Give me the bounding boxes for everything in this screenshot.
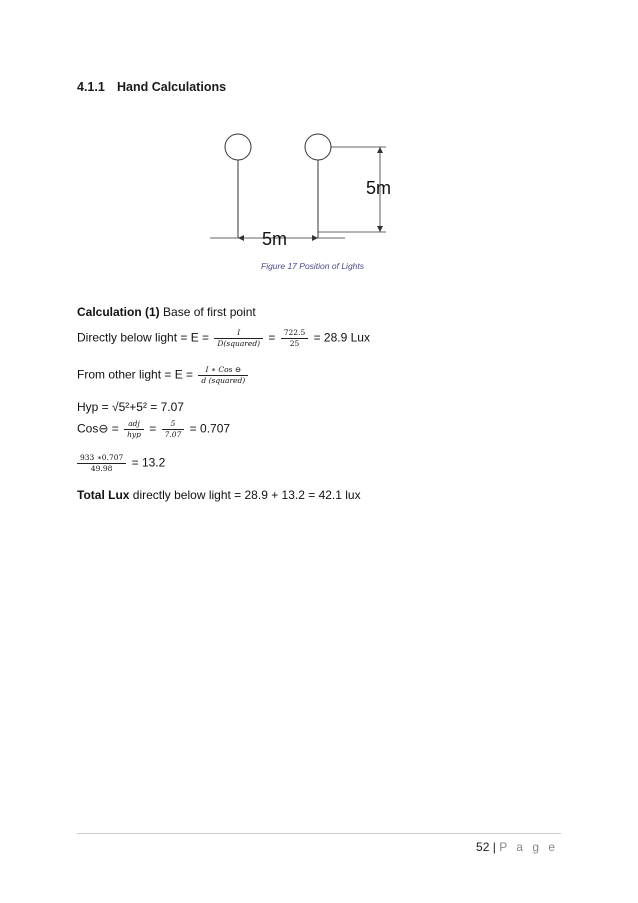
- direct-fraction-2-denominator: 25: [289, 339, 300, 348]
- calc-line-direct: [77, 328, 370, 349]
- cos-fraction-1-denominator: hyp: [127, 430, 141, 439]
- calc-total: [77, 488, 361, 502]
- direct-equals: =: [265, 330, 279, 345]
- direct-fraction-2: [281, 328, 308, 349]
- direct-fraction-1-numerator: I: [214, 328, 263, 339]
- page-number: 52: [476, 840, 490, 854]
- cos-result: = 0.707: [186, 421, 231, 436]
- vertical-dim-arrow-bottom: [377, 226, 383, 232]
- left-lamp-circle: [225, 134, 251, 160]
- direct-fraction-2-numerator: 722.5: [281, 328, 308, 339]
- footer-separator: |: [489, 840, 500, 854]
- calc-title-rest: Base of first point: [159, 305, 256, 319]
- cos-prefix: Cos⊖ =: [77, 421, 123, 436]
- other-fraction: [198, 365, 248, 386]
- cos-fraction-2-denominator: 7.07: [164, 430, 182, 439]
- cos-fraction-2: [162, 419, 185, 440]
- calc-line-other: [77, 365, 250, 386]
- lights-position-figure: [200, 120, 410, 255]
- cos-fraction-1: [124, 419, 144, 440]
- calc-line-cos: [77, 419, 230, 440]
- cos-fraction-2-numerator: 5: [162, 419, 185, 430]
- section-title: Hand Calculations: [117, 80, 227, 94]
- footer-divider: [77, 833, 561, 834]
- other-lux-fraction-numerator: 933 ∗0.707: [77, 453, 126, 464]
- other-lux-fraction-denominator: 49.98: [90, 464, 113, 473]
- calc-line-hyp: Hyp = √5²+5² = 7.07: [77, 400, 184, 414]
- horizontal-dim-arrow-right: [312, 235, 318, 241]
- figure-caption: Figure 17 Position of Lights: [261, 261, 365, 271]
- direct-fraction-1-denominator: D(squared): [217, 339, 261, 348]
- total-rest: directly below light = 28.9 + 13.2 = 42.1 lux: [129, 488, 361, 502]
- direct-result: = 28.9 Lux: [310, 330, 370, 345]
- section-number: 4.1.1: [77, 80, 105, 94]
- calc-title-bold: Calculation (1): [77, 305, 160, 319]
- total-bold: Total Lux: [77, 488, 130, 502]
- right-lamp-circle: [305, 134, 331, 160]
- cos-equals: =: [145, 421, 160, 436]
- horizontal-dim-label: 5m: [262, 229, 288, 249]
- page-word: P a g e: [499, 840, 558, 854]
- other-lux-fraction: [77, 453, 126, 474]
- vertical-dim-label: 5m: [366, 178, 392, 198]
- other-fraction-numerator: I ∗ Cos ⊖: [198, 365, 248, 376]
- vertical-dim-arrow-top: [377, 147, 383, 153]
- calc-line-other-lux: [77, 453, 165, 474]
- other-prefix: From other light = E =: [77, 367, 197, 382]
- section-heading: [77, 80, 226, 94]
- page-footer: [476, 840, 558, 854]
- other-lux-result: = 13.2: [128, 455, 166, 470]
- direct-prefix: Directly below light = E =: [77, 330, 213, 345]
- direct-fraction-1: [214, 328, 263, 349]
- calc-title: [77, 305, 256, 319]
- other-fraction-denominator: d (squared): [201, 376, 246, 385]
- horizontal-dim-arrow-left: [238, 235, 244, 241]
- cos-fraction-1-numerator: adj: [124, 419, 144, 430]
